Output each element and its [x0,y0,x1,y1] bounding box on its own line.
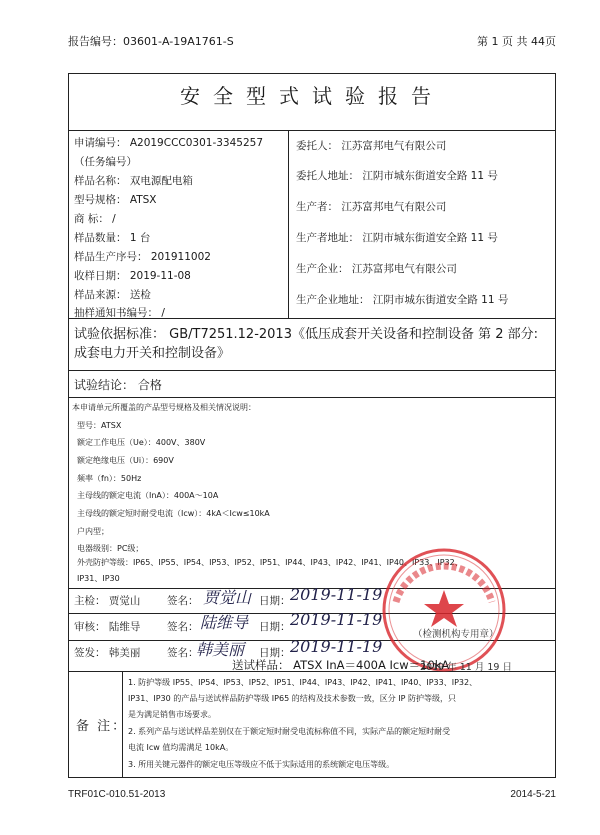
main-sign-label: 签名： [167,595,199,607]
sampling-notice: 抽样通知书编号： / [74,307,165,319]
receipt-date: 收样日期： 2019-11-08 [74,270,191,282]
test-basis-line: 试验依据标准： GB/T7251.12-2013《低压成套开关设备和控制设备 第 2 部分: [74,327,539,342]
scope-line: 额定绝缘电压（Ui）：690V [77,456,174,465]
scope-line: 电器级别：PC级； [77,544,144,553]
review-sign-label: 签名： [167,621,199,633]
main-inspector: 主检： 贾觉山 [74,595,141,607]
page-indicator: 第 1 页 共 44页 [477,35,556,48]
approve-sign-label: 签名： [167,647,199,659]
column-divider [288,130,289,318]
sample-serial: 样品生产序号： 201911002 [74,251,211,263]
main-date-label: 日期： [259,595,291,607]
scope-intro: 本申请单元所覆盖的产品型号规格及相关情况说明： [72,403,256,412]
test-conclusion: 试验结论： 合格 [74,378,162,392]
review-date-label: 日期： [259,621,291,633]
client-address: 委托人地址： 江阴市城东街道安全路 11 号 [296,170,498,182]
sample-source: 样品来源： 送检 [74,289,151,301]
test-basis-line: 成套电力开关和控制设备》 [74,346,231,361]
scope-line: 频率（fn）：50Hz [77,474,142,483]
handwritten-signature: 贾觉山 [203,588,252,607]
trademark: 商 标： / [74,213,116,225]
producer-address: 生产者地址： 江阴市城东街道安全路 11 号 [296,232,498,244]
scope-line: 额定工作电压（Ue）：400V、380V [77,438,206,447]
scope-line: 主母线的额定电流（InA）：400A～10A [77,491,219,500]
manufacturer-address: 生产企业地址： 江阴市城东街道安全路 11 号 [296,294,509,306]
report-number: 报告编号：03601-A-19A1761-S [68,35,234,48]
sample-submitted: 送试样品： ATSX InA＝400A Icw＝10kA [232,658,450,672]
handwritten-signature: 韩美丽 [196,640,245,659]
producer: 生产者： 江苏富邦电气有限公司 [296,201,447,213]
remark-line: 2. 系列产品与送试样品差别仅在于额定短时耐受电流标称值不同，实际产品的额定短时耐受 [128,727,451,736]
handwritten-date: 2019-11-19 [290,585,383,604]
remark-line: 3. 所用关键元器件的额定电压等级应不低于实际适用的系统额定电压等级。 [128,760,395,769]
seal-note: （检测机构专用章） [413,629,499,640]
model-spec: 型号规格： ATSX [74,194,157,206]
remark-line: 电流 Icw 值均需满足 10kA。 [128,743,234,752]
divider [68,130,556,131]
report-title: 安全型式试验报告 [180,84,444,108]
scope-line: 主母线的额定短时耐受电流（Icw）：4kA＜Icw≤10kA [77,509,270,518]
divider [68,671,122,672]
handwritten-date: 2019-11-19 [290,637,383,656]
remark-line: IP31、IP30 的产品与送试样品防护等级 IP65 的结构及技术参数一致，区分 IP 防护等级，只 [128,694,456,703]
reviewer: 审核： 陆维导 [74,621,141,633]
client: 委托人： 江苏富邦电气有限公司 [296,140,447,152]
application-number: 申请编号： A2019CCC0301-3345257 [74,137,264,149]
divider [68,397,556,398]
handwritten-signature: 陆维导 [200,613,249,632]
scope-line: 户内型； [77,527,109,536]
remark-line: 1. 防护等级 IP55、IP54、IP53、IP52、IP51、IP44、IP43、IP42、IP41、IP40、IP33、IP32、 [128,678,478,687]
approve-date-label: 日期： [259,647,291,659]
scope-line: 型号：ATSX [77,421,122,430]
seal-date: 2019 年 11 月 19 日 [420,662,512,673]
divider [68,370,556,371]
sample-name: 样品名称： 双电源配电箱 [74,175,193,187]
sample-quantity: 样品数量： 1 台 [74,232,151,244]
remark-line: 是为满足销售市场要求。 [128,710,216,719]
form-date: 2014-5-21 [510,789,556,800]
form-code: TRF01C-010.51-2013 [68,789,166,800]
handwritten-date: 2019-11-19 [290,610,383,629]
manufacturer: 生产企业： 江苏富邦电气有限公司 [296,263,457,275]
scope-line: IP31、IP30 [77,574,120,583]
test-basis [74,325,552,363]
task-number-label: （任务编号） [74,156,137,168]
scope-line: 外壳防护等级：IP65、IP55、IP54、IP53、IP52、IP51、IP44、IP43、IP42、IP41、IP40、IP33、IP32、 [77,558,463,567]
remarks-label: 备 注： [76,719,128,734]
approver: 签发： 韩美丽 [74,647,141,659]
